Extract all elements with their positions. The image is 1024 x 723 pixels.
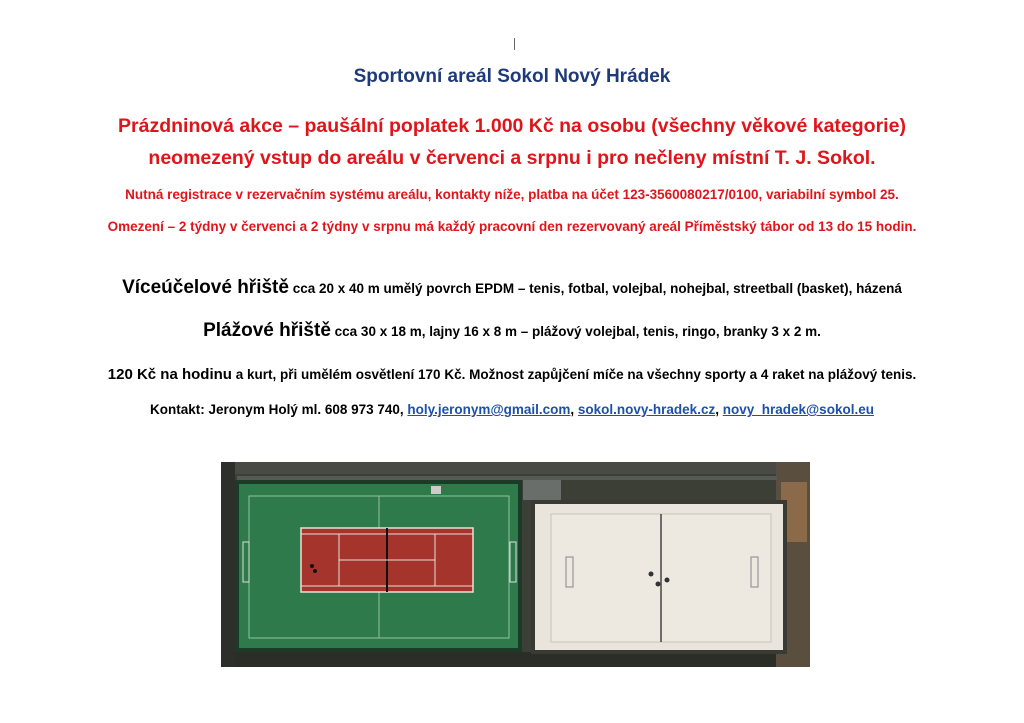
beach-court-details: cca 30 x 18 m, lajny 16 x 8 m – plážový volejbal, tenis, ringo, branky 3 x 2 m.: [334, 324, 821, 339]
email-link-club[interactable]: novy_hradek@sokol.eu: [722, 402, 874, 417]
contact-prefix: Kontakt: Jeronym Holý ml. 608 973 740,: [150, 402, 404, 417]
promo-line-1: Prázdninová akce – paušální poplatek 1.000 Kč na osobu (všechny věkové kategorie): [118, 115, 906, 137]
pricing-price: 120 Kč na hodinu: [107, 366, 232, 383]
website-link[interactable]: sokol.novy-hradek.cz: [577, 402, 716, 417]
page-title: Sportovní areál Sokol Nový Hrádek: [353, 66, 671, 87]
contact-separator: ,: [570, 402, 575, 417]
promo-line-2: neomezený vstup do areálu v červenci a srpnu i pro nečleny místní T. J. Sokol.: [148, 147, 876, 169]
email-link-personal[interactable]: holy.jeronym@gmail.com: [407, 402, 571, 417]
restriction-note: Omezení – 2 týdny v červenci a 2 týdny v srpnu má každý pracovní den rezervovaný areál Příměstský tábor od 13 do 15 hodin.: [107, 219, 917, 234]
pricing-details: a kurt, při umělém osvětlení 170 Kč. Možnost zapůjčení míče na všechny sporty a 4 raket na plážový tenis.: [235, 367, 917, 382]
text-cursor: [514, 38, 515, 50]
beach-court-info: [0, 320, 1024, 342]
beach-court-name: Plážové hřiště: [203, 320, 331, 341]
multi-court-details: cca 20 x 40 m umělý povrch EPDM – tenis, fotbal, volejbal, nohejbal, streetball (basket), házená: [292, 281, 902, 296]
registration-note: Nutná registrace v rezervačním systému areálu, kontakty níže, platba na účet 123-3560080217/0100, variabilní symbol 25.: [125, 187, 899, 202]
multi-court-name: Víceúčelové hřiště: [122, 277, 289, 298]
pricing-info: [0, 366, 1024, 383]
aerial-photo-courts: [221, 462, 810, 667]
contact-line: [0, 402, 1024, 417]
contact-separator: ,: [715, 402, 719, 417]
multi-court-info: [0, 277, 1024, 299]
